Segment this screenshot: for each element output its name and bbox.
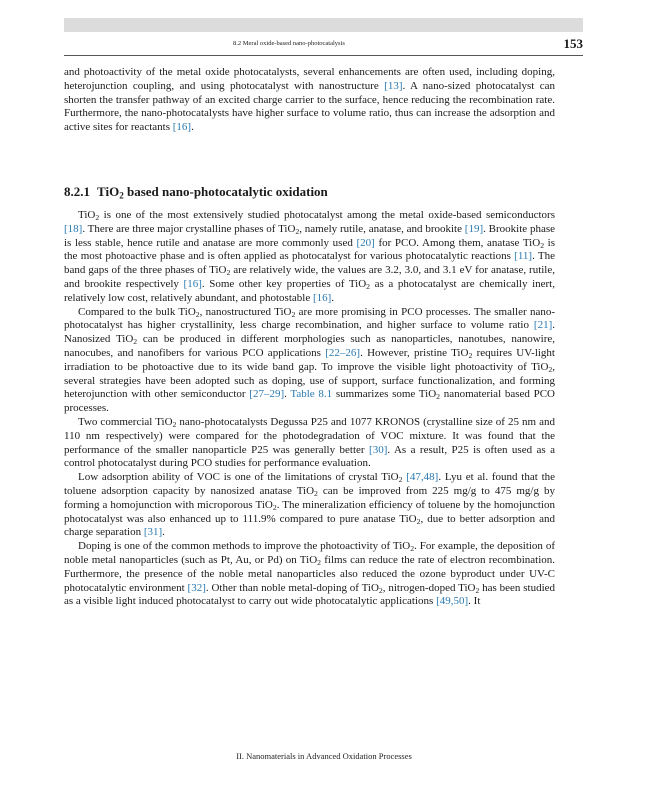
- citation-link[interactable]: [16]: [183, 277, 202, 290]
- page-footer: II. Nanomaterials in Advanced Oxidation Processes: [236, 751, 412, 761]
- citation-link[interactable]: [30]: [369, 443, 388, 456]
- running-title: 8.2 Meral oxide-based nano-photocatalysis: [233, 40, 345, 47]
- paragraph-nanostructured: Compared to the bulk TiO$_2$, nanostructured TiO$_2$ are more promising in PCO processes. The smaller nano-photocatalyst has higher crystallinity, less charge recombination, and higher surface to volume ratio [21]. Nanosized TiO$_2$ can be produced in different morphologies such as nanoparticles, nanotubes, nanowire, nanocubes, and nanofibers for various PCO applications [22–26]. However, pristine TiO$_2$ requires UV-light irradiation to be photoactive due to its wide band gap. To improve the visible light photoactivity of TiO$_2$, several strategies have been adopted such as doping, use of support, surface functionalization, and forming heterojunction with other semiconductor [27–29]. Table 8.1 summarizes some TiO$_2$ nanomaterial based PCO processes.: [64, 305, 555, 415]
- citation-link[interactable]: [32]: [187, 581, 206, 594]
- citation-link[interactable]: [21]: [533, 319, 553, 332]
- section-number: 8.2.1: [64, 184, 90, 199]
- section-title: TiO$_2$ based nano-photocatalytic oxidation: [97, 184, 328, 201]
- citation-link[interactable]: [20]: [356, 236, 375, 249]
- citation-link[interactable]: [13]: [384, 79, 403, 92]
- citation-link[interactable]: [16]: [172, 121, 192, 134]
- citation-link[interactable]: [27–29]: [249, 388, 285, 401]
- citation-link[interactable]: [31]: [143, 526, 163, 539]
- intro-paragraph: and photoactivity of the metal oxide photocatalysts, several enhancements are often used, including doping, heterojunction coupling, and using photocatalyst with nanostructure [13]. A nano-sized photocatalyst can shorten the transfer pathway of an excited charge carrier to the surface, hence reducing the recombination rate. Furthermore, the nano-photocatalysts have higher surface to volume ratio, thus can increase the adsorption and active sites for reactants [16].: [64, 66, 555, 134]
- page-number: 153: [563, 36, 583, 51]
- header-rule: [64, 55, 583, 56]
- citation-link[interactable]: [16]: [312, 291, 332, 304]
- paragraph-tio2-intro: TiO$_2$ is one of the most extensively studied photocatalyst among the metal oxide-based semiconductors [18]. There are three major crystalline phases of TiO$_2$, namely rutile, anatase, and brookite [19]. Brookite phase is less stable, hence rutile and anatase are more commonly used [20] for PCO. Among them, anatase TiO$_2$ is the most photoactive phase and is often applied as photocatalyst for various photocatalytic reactions [11]. The band gaps of the three phases of TiO$_2$ are relatively wide, the values are 3.2, 3.0, and 3.1 eV for anatase, rutile, and brookite respectively [16]. Some other key properties of TiO$_2$ as a photocatalyst are chemically inert, relatively low cost, relatively abundant, and photostable [16].: [64, 209, 555, 304]
- body-text: [64, 209, 555, 609]
- paragraph-commercial: Two commercial TiO$_2$ nano-photocatalysts Degussa P25 and 1077 KRONOS (crystalline size of 25 nm and 110 nm respectively) were compared for the photodegradation of VOC mixture. It was found that the performance of the smaller nanoparticle P25 was generally better [30]. As a result, P25 is often used as a control photocatalyst during PCO studies for performance evaluation.: [64, 415, 555, 470]
- citation-link[interactable]: [11]: [514, 250, 533, 263]
- citation-link[interactable]: [19]: [464, 222, 484, 235]
- paragraph-doping: Doping is one of the common methods to improve the photoactivity of TiO$_2$. For example, the deposition of noble metal nanoparticles (such as Pt, Au, or Pd) on TiO$_2$ films can reduce the rate of electron recombination. Furthermore, the presence of the noble metal nanoparticles also reduced the ozone byproduct under UV-C photocatalytic environment [32]. Other than noble metal-doping of TiO$_2$, nitrogen-doped TiO$_2$ has been studied as a visible light induced photocatalyst to carry out wide photocatalytic applications [49,50]. It: [64, 540, 556, 608]
- citation-link[interactable]: [22–26]: [325, 346, 361, 359]
- citation-link[interactable]: [49,50]: [436, 595, 469, 608]
- header-bar: [64, 18, 583, 32]
- table-link[interactable]: Table 8.1: [290, 388, 333, 401]
- paragraph-adsorption: Low adsorption ability of VOC is one of the limitations of crystal TiO$_2$ [47,48]. Lyu et al. found that the toluene adsorption capacity by nanosized anatase TiO$_2$ can be improved from 225 mg/g to 475 mg/g by forming a homojunction with microporous TiO$_2$. The mineralization efficiency of toluene by the homojunction photocatalyst was also enhanced up to 111.9% compared to pure anatase TiO$_2$, due to better adsorption and charge separation [31].: [64, 471, 556, 539]
- citation-link[interactable]: [18]: [64, 222, 83, 235]
- section-heading: [64, 184, 328, 200]
- citation-link[interactable]: [47,48]: [406, 471, 439, 484]
